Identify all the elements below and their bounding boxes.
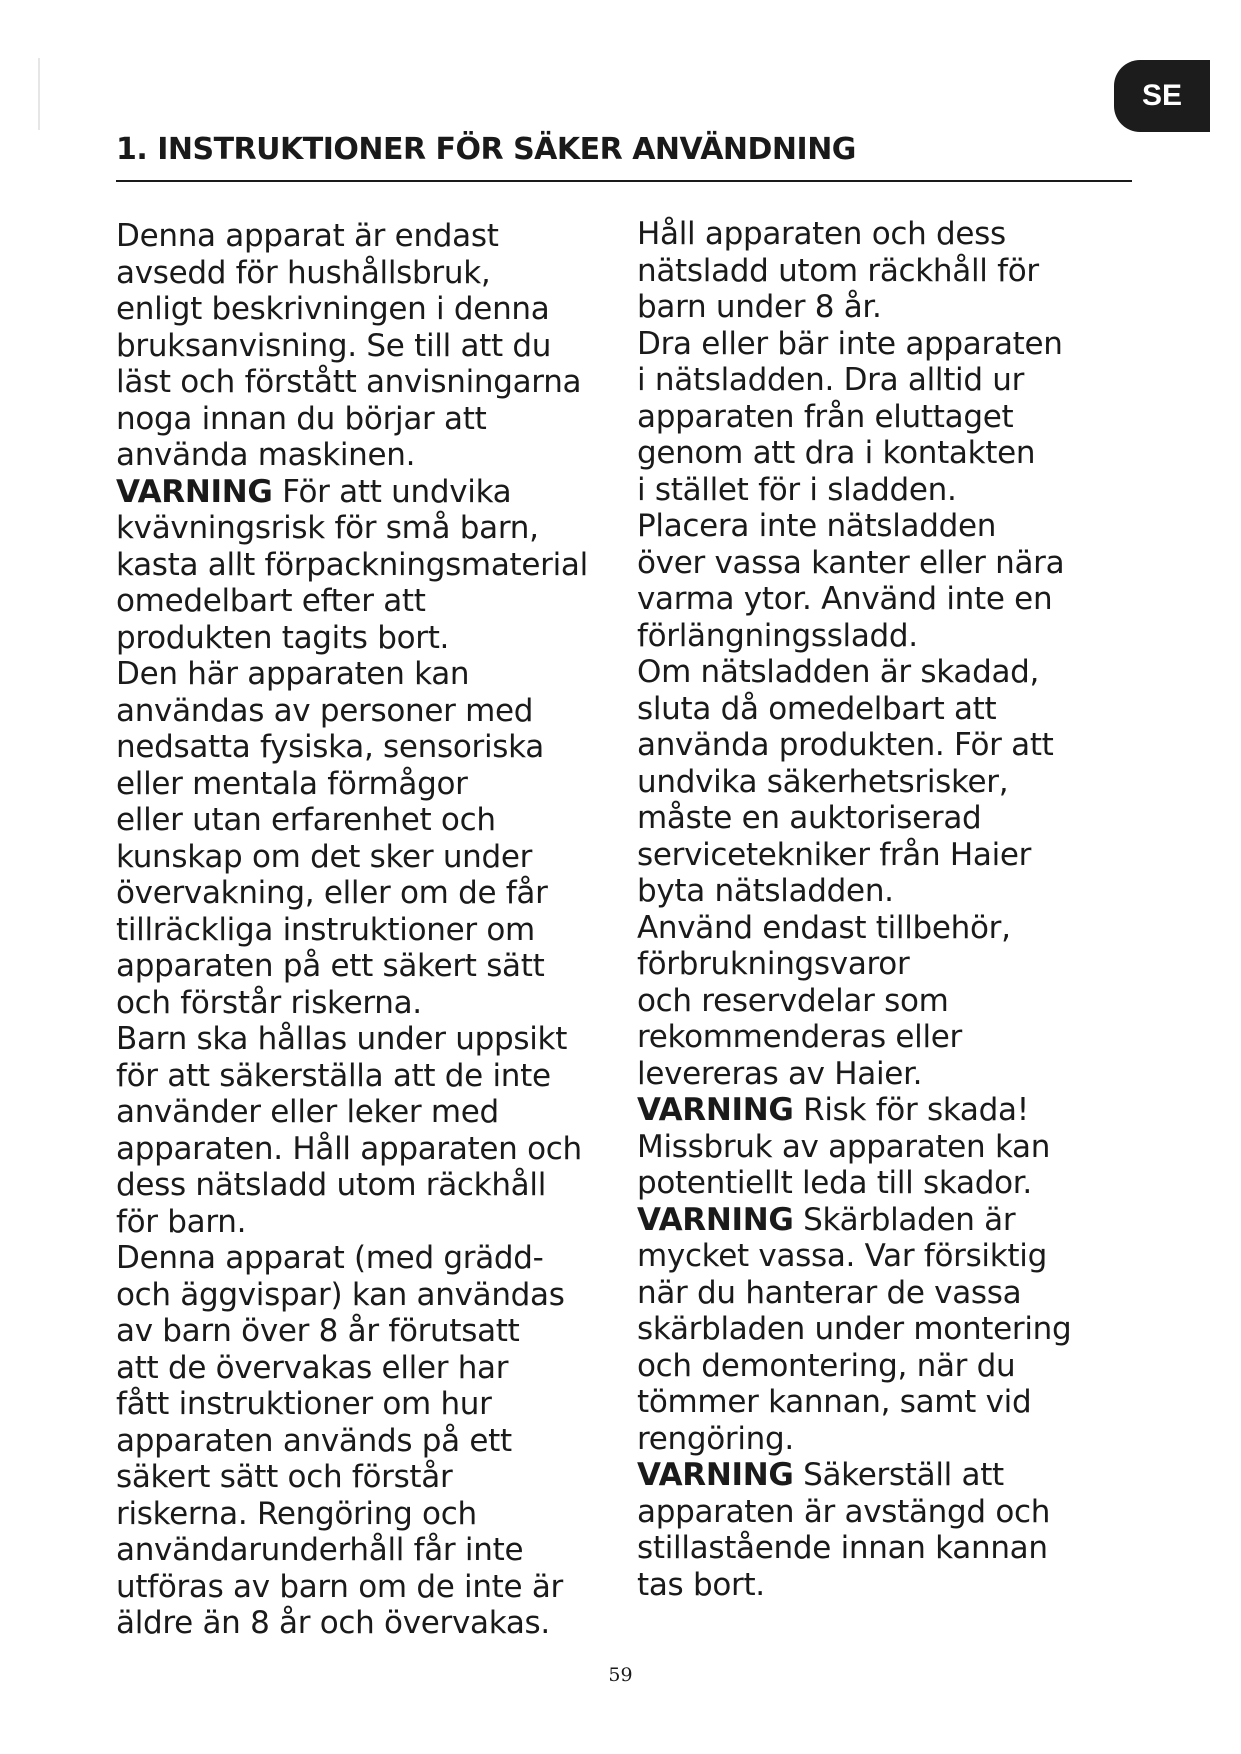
text-line xyxy=(637,1019,1157,1056)
line-text: över vassa kanter eller nära xyxy=(637,544,1065,581)
line-text: användas av personer med xyxy=(116,692,534,729)
text-line xyxy=(637,435,1157,472)
line-text: rekommenderas eller xyxy=(637,1019,962,1055)
text-line xyxy=(116,802,636,839)
line-text: och demontering, när du xyxy=(637,1347,1016,1384)
text-line xyxy=(637,764,1157,801)
warning-label: VARNING xyxy=(637,1092,794,1128)
text-column-right xyxy=(637,216,1157,1603)
line-text: och reservdelar som xyxy=(637,982,949,1019)
line-text: Placera inte nätsladden xyxy=(637,508,997,544)
line-text: och äggvispar) kan användas xyxy=(116,1276,565,1313)
line-text: potentiellt leda till skador. xyxy=(637,1165,1032,1201)
text-line xyxy=(637,1165,1157,1202)
text-line xyxy=(637,253,1157,290)
text-line xyxy=(637,1238,1157,1275)
page-number: 59 xyxy=(608,1664,633,1686)
line-text: apparaten används på ett xyxy=(116,1422,512,1459)
line-text: tömmer kannan, samt vid xyxy=(637,1384,1032,1420)
line-text: att de övervakas eller har xyxy=(116,1349,509,1386)
line-text: av barn över 8 år förutsatt xyxy=(116,1313,520,1349)
text-line xyxy=(116,1496,636,1533)
line-text: Om nätsladden är skadad, xyxy=(637,654,1040,690)
text-line xyxy=(116,839,636,876)
line-text: Missbruk av apparaten kan xyxy=(637,1128,1051,1165)
line-text: fått instruktioner om hur xyxy=(116,1386,492,1422)
line-text: dess nätsladd utom räckhåll xyxy=(116,1167,547,1203)
line-text: när du hanterar de vassa xyxy=(637,1274,1022,1311)
line-text: riskerna. Rengöring och xyxy=(116,1495,477,1532)
line-text: Barn ska hållas under uppsikt xyxy=(116,1021,568,1057)
text-line xyxy=(116,1386,636,1423)
text-line xyxy=(637,1202,1157,1239)
text-line xyxy=(116,474,636,511)
line-text: använder eller leker med xyxy=(116,1094,499,1130)
line-text: Denna apparat (med grädd- xyxy=(116,1240,544,1276)
line-text: sluta då omedelbart att xyxy=(637,690,997,727)
line-text: barn under 8 år. xyxy=(637,289,882,325)
line-text: och förstår riskerna. xyxy=(116,984,422,1021)
line-text: Denna apparat är endast xyxy=(116,218,499,254)
text-line xyxy=(637,1129,1157,1166)
text-line xyxy=(637,581,1157,618)
line-text: omedelbart efter att xyxy=(116,583,426,619)
line-text: servicetekniker från Haier xyxy=(637,836,1032,873)
line-text: Håll apparaten och dess xyxy=(637,216,1006,252)
line-text: Dra eller bär inte apparaten xyxy=(637,325,1063,362)
line-text: äldre än 8 år och övervakas. xyxy=(116,1605,550,1641)
line-text: levereras av Haier. xyxy=(637,1055,923,1092)
text-line xyxy=(637,289,1157,326)
line-text: förlängningssladd. xyxy=(637,617,918,654)
line-text: produkten tagits bort. xyxy=(116,619,450,656)
line-text: Använd endast tillbehör, xyxy=(637,909,1011,946)
text-line xyxy=(116,401,636,438)
text-line xyxy=(116,766,636,803)
text-line xyxy=(116,1021,636,1058)
line-text: noga innan du börjar att xyxy=(116,400,487,437)
line-text: kunskap om det sker under xyxy=(116,838,533,875)
line-text: övervakning, eller om de får xyxy=(116,875,548,911)
warning-label: VARNING xyxy=(116,473,273,510)
line-text: säkert sätt och förstår xyxy=(116,1459,453,1495)
line-text: enligt beskrivningen i denna xyxy=(116,291,550,327)
text-line xyxy=(637,1567,1157,1604)
text-line xyxy=(116,328,636,365)
text-line xyxy=(637,472,1157,509)
text-line xyxy=(637,654,1157,691)
line-text: i stället för i sladden. xyxy=(637,471,957,508)
text-line xyxy=(116,1058,636,1095)
line-text: förbrukningsvaror xyxy=(637,946,910,982)
line-text: För att undvika xyxy=(272,473,512,510)
text-line xyxy=(637,1275,1157,1312)
text-line xyxy=(116,218,636,255)
text-line xyxy=(116,620,636,657)
line-text: Skärbladen är xyxy=(793,1201,1016,1238)
text-line xyxy=(116,1204,636,1241)
text-line xyxy=(116,875,636,912)
section-heading: 1. INSTRUKTIONER FÖR SÄKER ANVÄNDNING xyxy=(116,132,856,167)
line-text: rengöring. xyxy=(637,1420,794,1457)
text-line xyxy=(116,1532,636,1569)
text-line xyxy=(637,618,1157,655)
text-line xyxy=(637,1384,1157,1421)
text-line xyxy=(116,693,636,730)
line-text: måste en auktoriserad xyxy=(637,800,982,836)
text-line xyxy=(637,1092,1157,1129)
line-text: apparaten. Håll apparaten och xyxy=(116,1130,582,1167)
line-text: använda produkten. För att xyxy=(637,727,1054,763)
text-line xyxy=(116,1423,636,1460)
line-text: apparaten från eluttaget xyxy=(637,398,1014,435)
line-text: tillräckliga instruktioner om xyxy=(116,911,535,948)
line-text: Risk för skada! xyxy=(793,1092,1029,1128)
line-text: utföras av barn om de inte är xyxy=(116,1568,564,1605)
text-line xyxy=(637,545,1157,582)
line-text: skärbladen under montering xyxy=(637,1311,1072,1347)
text-line xyxy=(637,1494,1157,1531)
text-line xyxy=(637,837,1157,874)
text-line xyxy=(116,583,636,620)
text-line xyxy=(116,1094,636,1131)
text-line xyxy=(116,1167,636,1204)
text-line xyxy=(116,1569,636,1606)
text-line xyxy=(116,729,636,766)
line-text: nätsladd utom räckhåll för xyxy=(637,252,1039,289)
text-line xyxy=(116,364,636,401)
line-text: undvika säkerhetsrisker, xyxy=(637,763,1009,800)
line-text: stillastående innan kannan xyxy=(637,1530,1048,1566)
text-line xyxy=(116,656,636,693)
text-line xyxy=(116,547,636,584)
line-text: i nätsladden. Dra alltid ur xyxy=(637,362,1025,398)
line-text: apparaten på ett säkert sätt xyxy=(116,948,545,984)
text-line xyxy=(116,1459,636,1496)
text-line xyxy=(116,1350,636,1387)
line-text: användarunderhåll får inte xyxy=(116,1532,524,1568)
text-line xyxy=(637,983,1157,1020)
heading-divider xyxy=(116,180,1132,182)
line-text: mycket vassa. Var försiktig xyxy=(637,1238,1047,1274)
text-line xyxy=(637,910,1157,947)
text-line xyxy=(116,1240,636,1277)
text-line xyxy=(637,1421,1157,1458)
language-tab: SE xyxy=(1114,60,1210,132)
text-line xyxy=(116,1605,636,1642)
line-text: använda maskinen. xyxy=(116,437,416,473)
warning-label: VARNING xyxy=(637,1201,794,1238)
text-line xyxy=(637,216,1157,253)
text-line xyxy=(637,1348,1157,1385)
text-line xyxy=(637,946,1157,983)
line-text: byta nätsladden. xyxy=(637,873,894,909)
text-line xyxy=(637,873,1157,910)
line-text: eller utan erfarenhet och xyxy=(116,802,496,838)
line-text: avsedd för hushållsbruk, xyxy=(116,254,491,291)
line-text: varma ytor. Använd inte en xyxy=(637,581,1053,617)
text-line xyxy=(116,948,636,985)
line-text: tas bort. xyxy=(637,1566,765,1603)
line-text: nedsatta fysiska, sensoriska xyxy=(116,729,544,765)
text-line xyxy=(116,1131,636,1168)
text-line xyxy=(637,727,1157,764)
text-line xyxy=(116,1277,636,1314)
warning-label: VARNING xyxy=(637,1457,794,1493)
text-line xyxy=(116,437,636,474)
text-line xyxy=(116,510,636,547)
text-line xyxy=(116,1313,636,1350)
line-text: eller mentala förmågor xyxy=(116,765,468,802)
line-text: kasta allt förpackningsmaterial xyxy=(116,546,588,583)
text-line xyxy=(637,399,1157,436)
line-text: för att säkerställa att de inte xyxy=(116,1057,551,1094)
line-text: Den här apparaten kan xyxy=(116,656,470,692)
text-line xyxy=(637,326,1157,363)
line-text: Säkerställ att xyxy=(793,1457,1004,1493)
text-line xyxy=(637,1311,1157,1348)
text-line xyxy=(116,255,636,292)
line-text: läst och förstått anvisningarna xyxy=(116,364,582,400)
text-line xyxy=(637,362,1157,399)
line-text: för barn. xyxy=(116,1203,247,1240)
text-line xyxy=(637,800,1157,837)
margin-rule xyxy=(38,58,40,130)
text-line xyxy=(637,1457,1157,1494)
text-line xyxy=(637,508,1157,545)
text-line xyxy=(116,291,636,328)
text-line xyxy=(116,912,636,949)
text-column-left xyxy=(116,218,636,1642)
line-text: apparaten är avstängd och xyxy=(637,1493,1051,1530)
text-line xyxy=(637,1056,1157,1093)
line-text: genom att dra i kontakten xyxy=(637,435,1036,471)
text-line xyxy=(637,1530,1157,1567)
text-line xyxy=(637,691,1157,728)
line-text: bruksanvisning. Se till att du xyxy=(116,327,552,364)
text-line xyxy=(116,985,636,1022)
line-text: kvävningsrisk för små barn, xyxy=(116,510,539,546)
